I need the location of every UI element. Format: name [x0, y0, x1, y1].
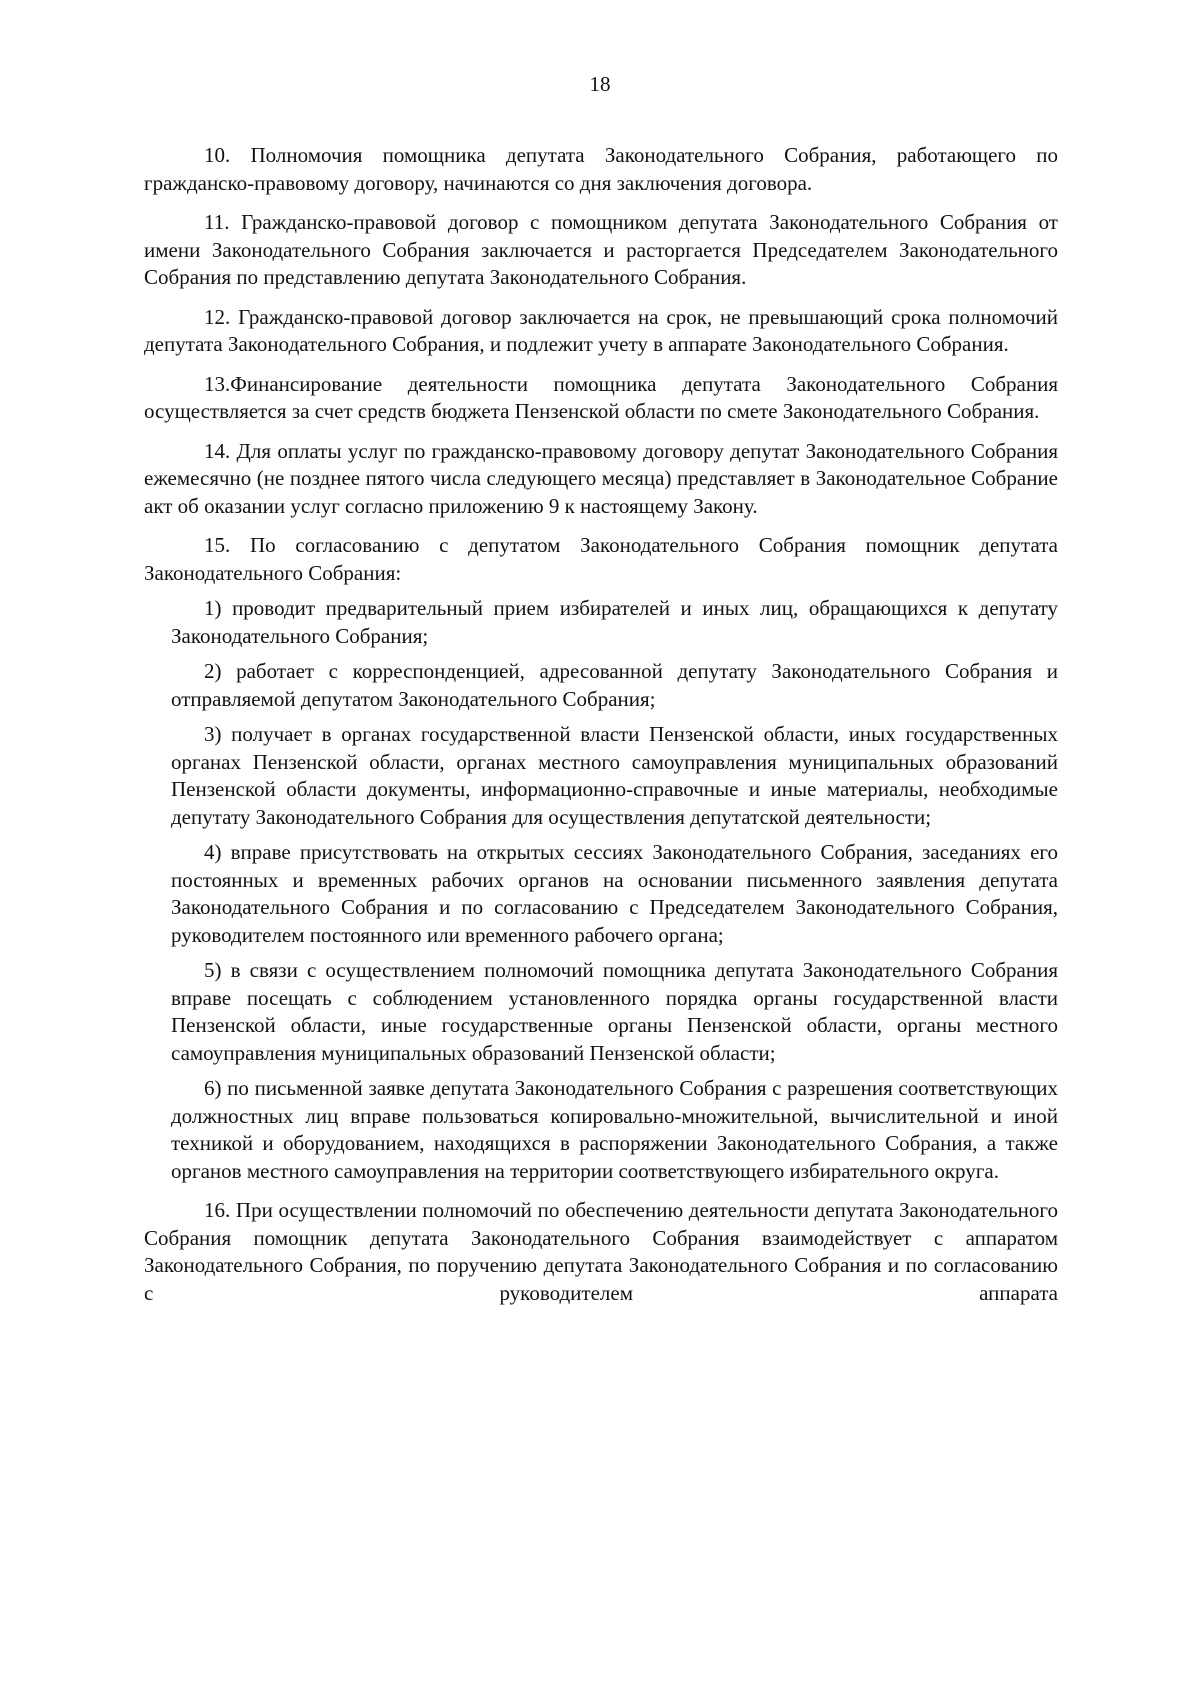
paragraph-14: 14. Для оплаты услуг по гражданско-правовому договору депутат Законодательного Собрания ежемесячно (не позднее пятого числа следующего месяца) представляет в Законодательное Собрание акт об оказании услуг согласно приложению 9 к настоящему Закону.	[144, 438, 1058, 518]
list-item-6: 6) по письменной заявке депутата Законодательного Собрания с разрешения соответствующих должностных лиц вправе пользоваться копировально-множительной, вычислительной и иной техникой и оборудованием, находящихся в распоряжении Законодательного Собрания, а также органов местного самоуправления на территории соответствующего избирательного округа.	[171, 1076, 1058, 1183]
page-number: 18	[589, 72, 611, 96]
list-item-4: 4) вправе присутствовать на открытых сессиях Законодательного Собрания, заседаниях его постоянных и временных рабочих органов на основании письменного заявления депутата Законодательного Собрания и по согласованию с Председателем Законодательного Собрания, руководителем постоянного или временного рабочего органа;	[171, 840, 1058, 947]
paragraph-10: 10. Полномочия помощника депутата Законодательного Собрания, работающего по гражданско-правовому договору, начинаются со дня заключения договора.	[144, 143, 1058, 195]
list-item-1: 1) проводит предварительный прием избирателей и иных лиц, обращающихся к депутату Законодательного Собрания;	[171, 596, 1058, 648]
list-item-3: 3) получает в органах государственной власти Пензенской области, иных государственных органах Пензенской области, органах местного самоуправления муниципальных образований Пензенской области документы, информационно-справочные и иные материалы, необходимые депутату Законодательного Собрания для осуществления депутатской деятельности;	[171, 722, 1058, 829]
paragraph-15: 15. По согласованию с депутатом Законодательного Собрания помощник депутата Законодательного Собрания:	[144, 533, 1058, 585]
paragraph-16: 16. При осуществлении полномочий по обеспечению деятельности депутата Законодательного Собрания помощник депутата Законодательного Собрания взаимодействует с аппаратом Законодательного Собрания, по поручению депутата Законодательного Собрания и по согласованию с руководителем аппарата	[144, 1198, 1058, 1305]
paragraph-12: 12. Гражданско-правовой договор заключается на срок, не превышающий срока полномочий депутата Законодательного Собрания, и подлежит учету в аппарате Законодательного Собрания.	[144, 304, 1058, 356]
list-item-2: 2) работает с корреспонденцией, адресованной депутату Законодательного Собрания и отправляемой депутатом Законодательного Собрания;	[171, 659, 1058, 711]
paragraph-13: 13.Финансирование деятельности помощника депутата Законодательного Собрания осуществляется за счет средств бюджета Пензенской области по смете Законодательного Собрания.	[144, 371, 1058, 423]
document-body	[144, 142, 1058, 1307]
list-item-5: 5) в связи с осуществлением полномочий помощника депутата Законодательного Собрания вправе посещать с соблюдением установленного порядка органы государственной власти Пензенской области, иные государственные органы Пензенской области, органы местного самоуправления муниципальных образований Пензенской области;	[171, 958, 1058, 1065]
paragraph-11: 11. Гражданско-правовой договор с помощником депутата Законодательного Собрания от имени Законодательного Собрания заключается и расторгается Председателем Законодательного Собрания по представлению депутата Законодательного Собрания.	[144, 210, 1058, 289]
